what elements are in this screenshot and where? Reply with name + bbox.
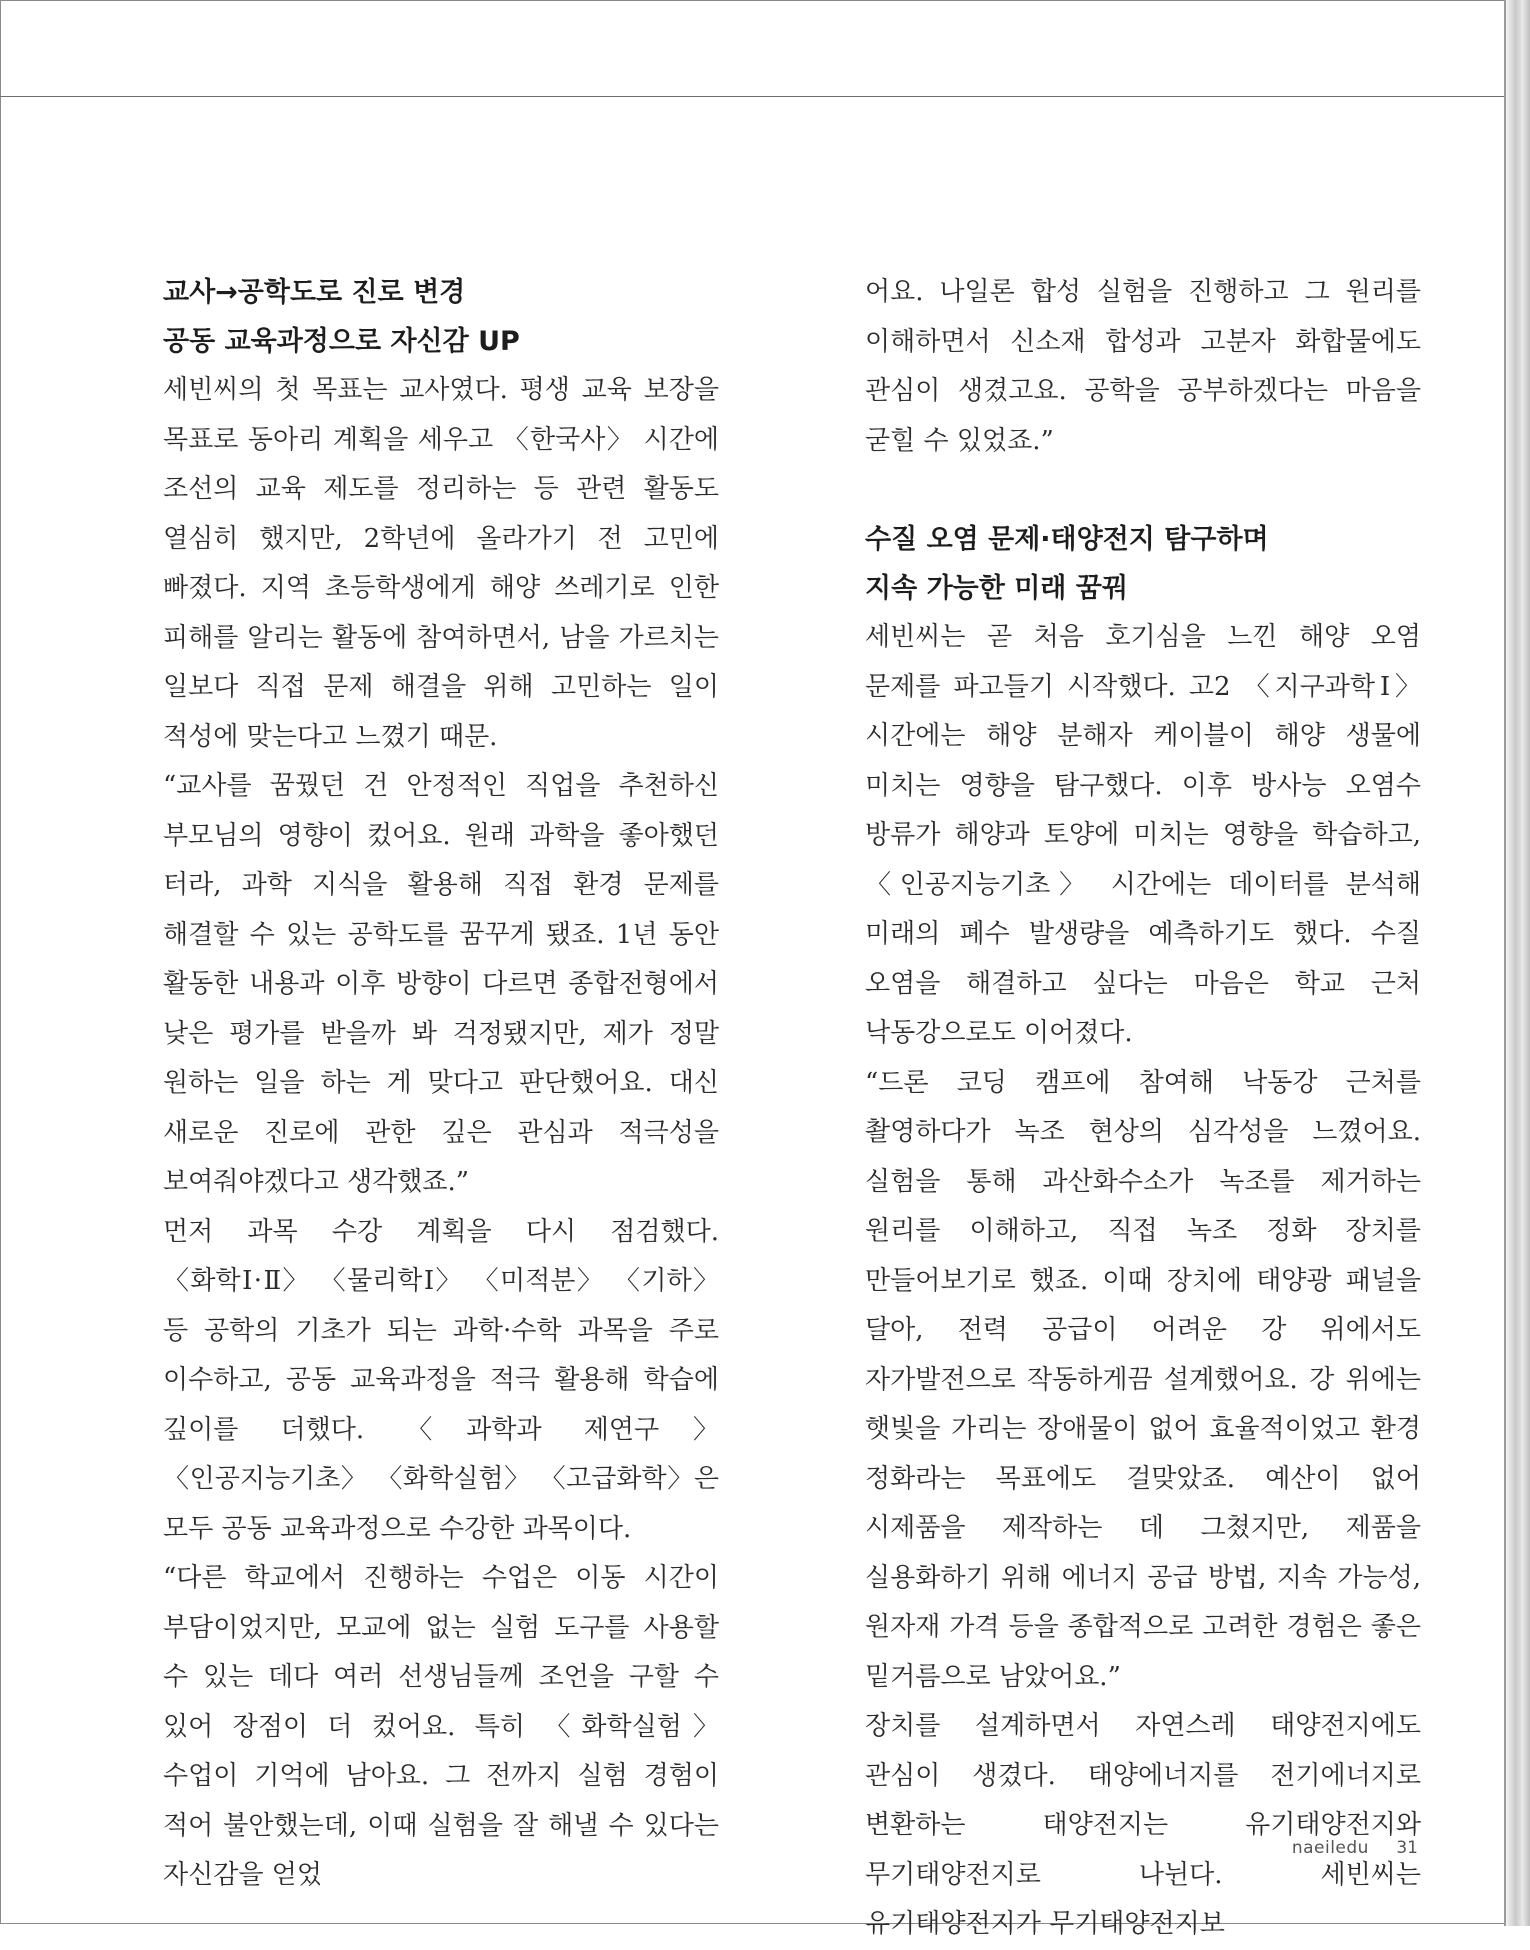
body-paragraph: 먼저 과목 수강 계획을 다시 점검했다. 〈화학Ⅰ·Ⅱ〉 〈물리학Ⅰ〉 〈미적분〉 〈기하〉 등 공학의 기초가 되는 과학·수학 과목을 주로 이수하고, 공동 교육과정을 적극 활용해 학습에 깊이를 더했다. 〈과학과 제연구〉 〈인공지능기초〉 〈화학실험〉 〈고급화학〉은 모두 공동 교육과정으로 수강한 과목이다. bbox=[163, 1216, 719, 1544]
page-number: 31 bbox=[1396, 1838, 1418, 1858]
left-column bbox=[163, 268, 719, 1901]
section-gap bbox=[865, 466, 1421, 515]
quote-paragraph: “다른 학교에서 진행하는 수업은 이동 시간이 부담이었지만, 모교에 없는 실험 도구를 사용할 수 있는 데다 여러 선생님들께 조언을 구할 수 있어 장점이 더 컸어요. 특히 〈화학실험〉 수업이 기억에 남아요. 그 전까지 실험 경험이 적어 불안했는데, 이때 실험을 잘 해낼 수 있다는 자신감을 얻었 bbox=[163, 1563, 719, 1890]
page-footer bbox=[1292, 1838, 1418, 1858]
heading-line-1: 교사→공학도로 진로 변경 bbox=[163, 277, 466, 308]
body-paragraph: 세빈씨는 곧 처음 호기심을 느낀 해양 오염 문제를 파고들기 시작했다. 고2 〈지구과학Ⅰ〉 시간에는 해양 분해자 케이블이 해양 생물에 미치는 영향을 탐구했다. 이후 방사능 오염수 방류가 해양과 토양에 미치는 영향을 학습하고, 〈인공지능기초〉 시간에는 데이터를 분석해 미래의 폐수 발생량을 예측하기도 했다. 수질 오염을 해결하고 싶다는 마음은 학교 근처 낙동강으로도 이어졌다. bbox=[865, 622, 1421, 1048]
heading-line-2: 지속 가능한 미래 꿈꿔 bbox=[865, 573, 1128, 604]
body-paragraph: 장치를 설계하면서 자연스레 태양전지에도 관심이 생겼다. 태양에너지를 전기에너지로 변환하는 태양전지는 유기태양전지와 무기태양전지로 나뉜다. 세빈씨는 유기태양전지가 무기태양전지보 bbox=[865, 1711, 1421, 1939]
header-rule bbox=[0, 96, 1512, 97]
magazine-name: naeiledu bbox=[1291, 1838, 1369, 1858]
right-column bbox=[865, 268, 1421, 1950]
section-heading-2 bbox=[865, 515, 1421, 613]
continued-quote-paragraph: 어요. 나일론 합성 실험을 진행하고 그 원리를 이해하면서 신소재 합성과 고분자 화합물에도 관심이 생겼고요. 공학을 공부하겠다는 마음을 굳힐 수 있었죠.” bbox=[865, 277, 1421, 456]
quote-paragraph: “교사를 꿈꿨던 건 안정적인 직업을 추천하신 부모님의 영향이 컸어요. 원래 과학을 좋아했던 터라, 과학 지식을 활용해 직접 환경 문제를 해결할 수 있는 공학도를 꿈꾸게 됐죠. 1년 동안 활동한 내용과 이후 방향이 다르면 종합전형에서 낮은 평가를 받을까 봐 걱정됐지만, 제가 정말 원하는 일을 하는 게 맞다고 판단했어요. 대신 새로운 진로에 관한 깊은 관심과 적극성을 보여줘야겠다고 생각했죠.” bbox=[163, 771, 719, 1197]
body-paragraph: 세빈씨의 첫 목표는 교사였다. 평생 교육 보장을 목표로 동아리 계획을 세우고 〈한국사〉 시간에 조선의 교육 제도를 정리하는 등 관련 활동도 열심히 했지만, 2학년에 올라가기 전 고민에 빠졌다. 지역 초등학생에게 해양 쓰레기로 인한 피해를 알리는 활동에 참여하면서, 남을 가르치는 일보다 직접 문제 해결을 위해 고민하는 일이 적성에 맞는다고 느꼈기 때문. bbox=[163, 375, 719, 752]
page-spine bbox=[1506, 0, 1530, 1926]
heading-line-2: 공동 교육과정으로 자신감 UP bbox=[163, 326, 520, 357]
heading-line-1: 수질 오염 문제·태양전지 탐구하며 bbox=[865, 524, 1269, 555]
section-heading-1 bbox=[163, 268, 719, 366]
quote-paragraph: “드론 코딩 캠프에 참여해 낙동강 근처를 촬영하다가 녹조 현상의 심각성을 느꼈어요. 실험을 통해 과산화수소가 녹조를 제거하는 원리를 이해하고, 직접 녹조 정화 장치를 만들어보기로 했죠. 이때 장치에 태양광 패널을 달아, 전력 공급이 어려운 강 위에서도 자가발전으로 작동하게끔 설계했어요. 강 위에는 햇빛을 가리는 장애물이 없어 효율적이었고 환경 정화라는 목표에도 걸맞았죠. 예산이 없어 시제품을 제작하는 데 그쳤지만, 제품을 실용화하기 위해 에너지 공급 방법, 지속 가능성, 원자재 가격 등을 종합적으로 고려한 경험은 좋은 밑거름으로 남았어요.” bbox=[865, 1067, 1421, 1692]
